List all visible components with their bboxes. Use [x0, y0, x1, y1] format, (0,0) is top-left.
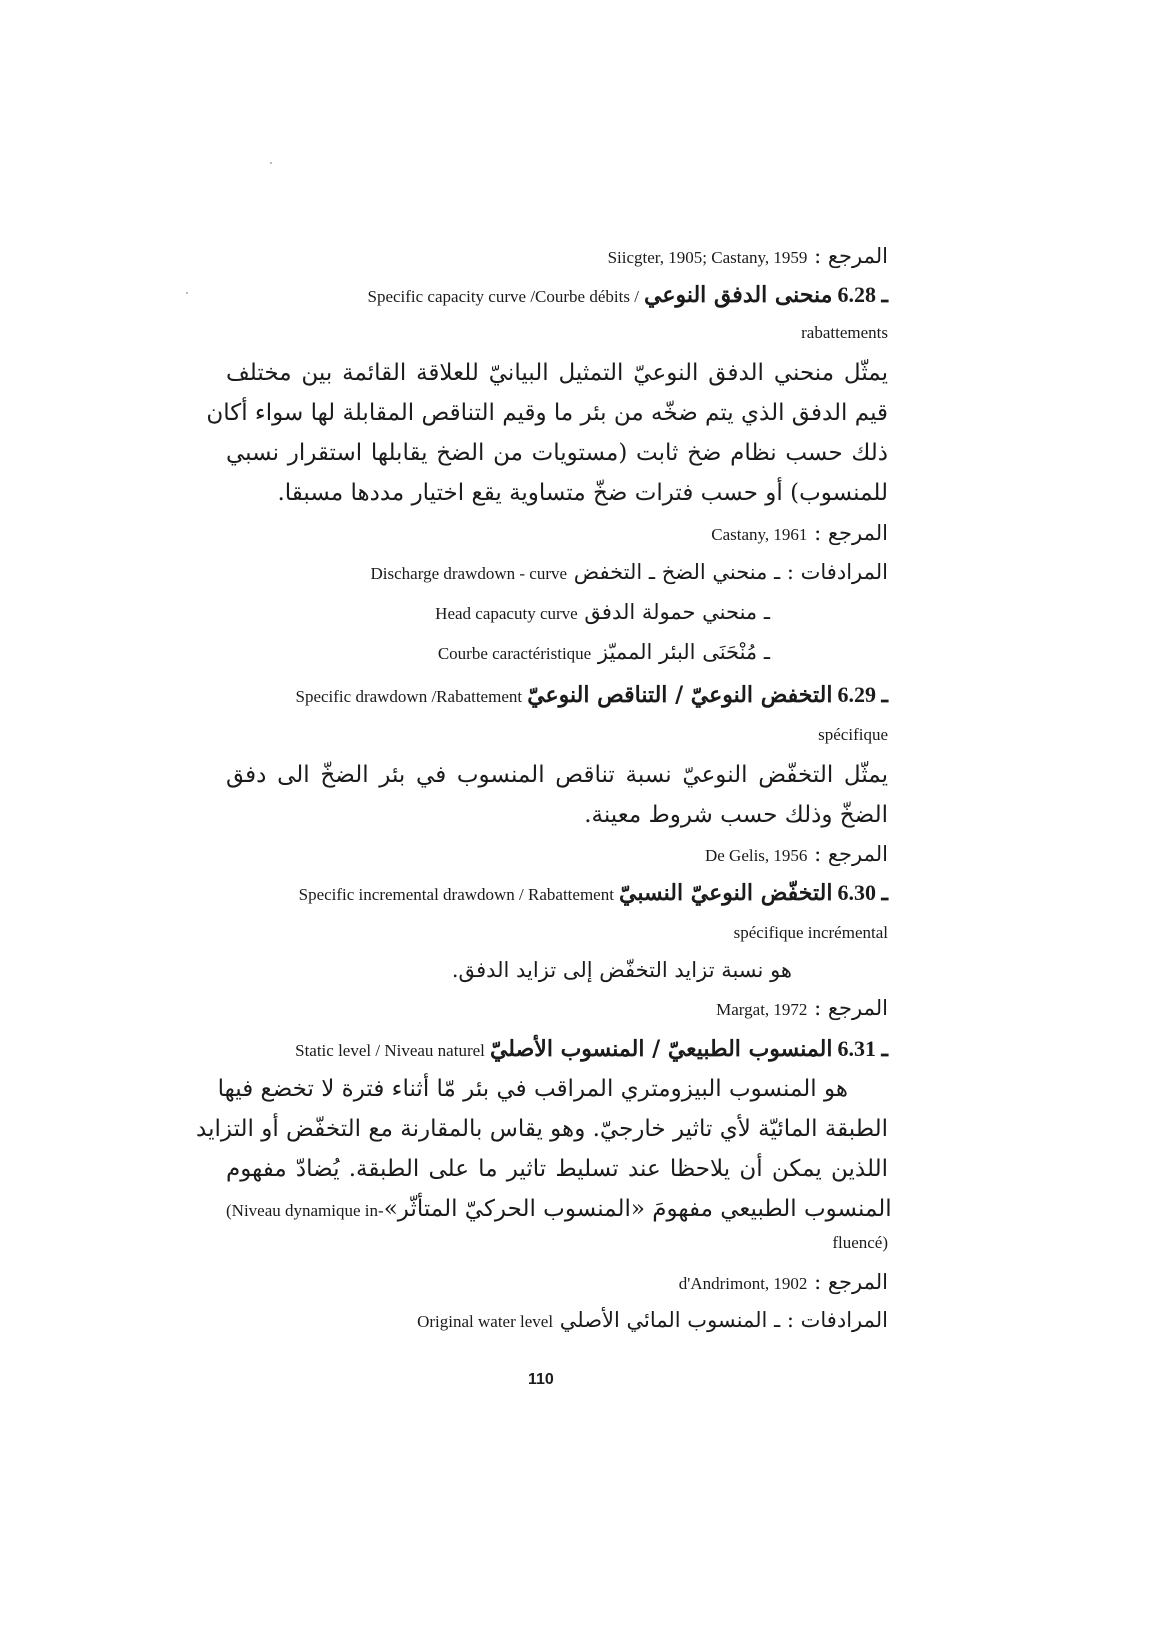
- synonym-latin: Courbe caractéristique: [437, 644, 592, 663]
- reference-text: De Gelis, 1956: [704, 846, 808, 865]
- entry-630-term-latin-cont: spécifique incrémental: [733, 923, 888, 942]
- scan-speck: [270, 162, 272, 164]
- entry-629-heading: [296, 684, 889, 706]
- entry-631-term-arabic: المنسوب الطبيعيّ / المنسوب الأصليّ: [489, 1036, 833, 1062]
- reference-text: Siicgter, 1905; Castany, 1959: [607, 248, 808, 267]
- entry-630-reference: [716, 998, 888, 1019]
- reference-label: المرجع :: [814, 842, 888, 866]
- synonym-latin: Original water level: [417, 1312, 554, 1331]
- entry-631-body-line-mixed: [226, 1196, 892, 1222]
- entry-628-heading: [367, 284, 888, 306]
- entry-630-term-arabic: التخفّض النوعيّ النسبيّ: [619, 880, 833, 906]
- synonym-arabic: ـ منحني الضخ ـ التخفض: [573, 560, 781, 584]
- entry-629-term-latin: Specific drawdown /Rabattement: [295, 687, 523, 706]
- reference-line: [608, 246, 888, 267]
- entry-629-body-line: الضخّ وذلك حسب شروط معينة.: [584, 802, 888, 828]
- entry-628-body-line: قيم الدفق الذي يتم ضخّه من بئر ما وقيم التناقص المقابلة لها سواء أكان: [206, 400, 888, 426]
- entry-628-synonym: [435, 602, 770, 623]
- entry-631-synonym: [417, 1310, 888, 1331]
- entry-628-synonym: [438, 642, 770, 663]
- entry-629-term-latin-cont: spécifique: [818, 725, 888, 744]
- entry-631-term-latin: Static level / Niveau naturel: [295, 1041, 485, 1060]
- entry-631-body-line: الطبقة المائيّة لأي تاثير خارجيّ. وهو يقاس بالمقارنة مع التخفّض أو التزايد: [196, 1116, 888, 1142]
- entry-631-body-latin-cont: fluencé): [832, 1233, 888, 1252]
- entry-629-body-line: يمثّل التخفّض النوعيّ نسبة تناقص المنسوب في بئر الضخّ الى دفق: [226, 762, 888, 788]
- entry-631-body-latin: (Niveau dynamique in-: [226, 1201, 384, 1220]
- entry-628-synonym: [371, 562, 888, 583]
- entry-628-body-line: للمنسوب) أو حسب فترات ضخّ متساوية يقع اختيار مددها مسبقا.: [277, 480, 888, 506]
- entry-628-term-latin-cont: rabattements: [801, 323, 888, 342]
- entry-628-body-line: يمثّل منحني الدفق النوعيّ التمثيل البيانيّ للعلاقة القائمة بين مختلف: [226, 360, 888, 386]
- entry-631-number: 6.31 ـ: [837, 1036, 888, 1061]
- synonym-arabic: ـ منحني حمولة الدفق: [584, 600, 770, 624]
- entry-631-body-arabic: المنسوب الطبيعي مفهومَ «المنسوب الحركيّ المتأثّر»: [383, 1196, 892, 1222]
- entry-629-reference: [705, 844, 888, 865]
- entry-628-number: 6.28 ـ: [837, 282, 888, 307]
- reference-label: المرجع :: [814, 1270, 888, 1294]
- synonym-latin: Discharge drawdown - curve: [370, 564, 568, 583]
- reference-label: المرجع :: [814, 996, 888, 1020]
- synonym-arabic: ـ مُنْحَنَى البئر المميّز: [597, 640, 770, 664]
- entry-630-number: 6.30 ـ: [837, 880, 888, 905]
- reference-text: d'Andrimont, 1902: [678, 1274, 808, 1293]
- entry-630-heading: [299, 882, 888, 904]
- reference-text: Margat, 1972: [716, 1000, 808, 1019]
- entry-628-reference: [711, 523, 888, 544]
- entry-628-body-line: ذلك حسب نظام ضخ ثابت (مستويات من الضخ يقابلها استقرار نسبي: [226, 440, 888, 466]
- entry-628-term-arabic: منحنى الدفق النوعي: [644, 282, 833, 308]
- scan-speck: [186, 292, 188, 294]
- entry-629-term-arabic: التخفض النوعيّ / التناقص النوعيّ: [527, 682, 833, 708]
- page-number: 110: [528, 1371, 554, 1388]
- synonym-arabic: ـ المنسوب المائي الأصلي: [559, 1308, 781, 1332]
- entry-630-body-line: هو نسبة تزايد التخفّض إلى تزايد الدفق.: [451, 958, 792, 982]
- entry-631-body-line: اللذين يمكن أن يلاحظا عند تسليط تاثير ما على الطبقة. يُضادّ مفهوم: [226, 1156, 888, 1182]
- entry-631-heading: [295, 1038, 888, 1060]
- synonyms-label: المرادفات :: [786, 560, 888, 584]
- entry-629-number: 6.29 ـ: [837, 682, 888, 707]
- synonym-latin: Head capacuty curve: [435, 604, 578, 623]
- reference-label: المرجع :: [814, 244, 888, 268]
- entry-628-term-latin: Specific capacity curve /Courbe débits /: [367, 287, 639, 306]
- entry-630-term-latin: Specific incremental drawdown / Rabattement: [298, 885, 614, 904]
- reference-label: المرجع :: [814, 521, 888, 545]
- reference-text: Castany, 1961: [711, 525, 808, 544]
- entry-631-reference: [679, 1272, 888, 1293]
- synonyms-label: المرادفات :: [786, 1308, 888, 1332]
- entry-631-body-line: هو المنسوب البيزومتري المراقب في بئر مّا أثناء فترة لا تخضع فيها: [217, 1076, 848, 1102]
